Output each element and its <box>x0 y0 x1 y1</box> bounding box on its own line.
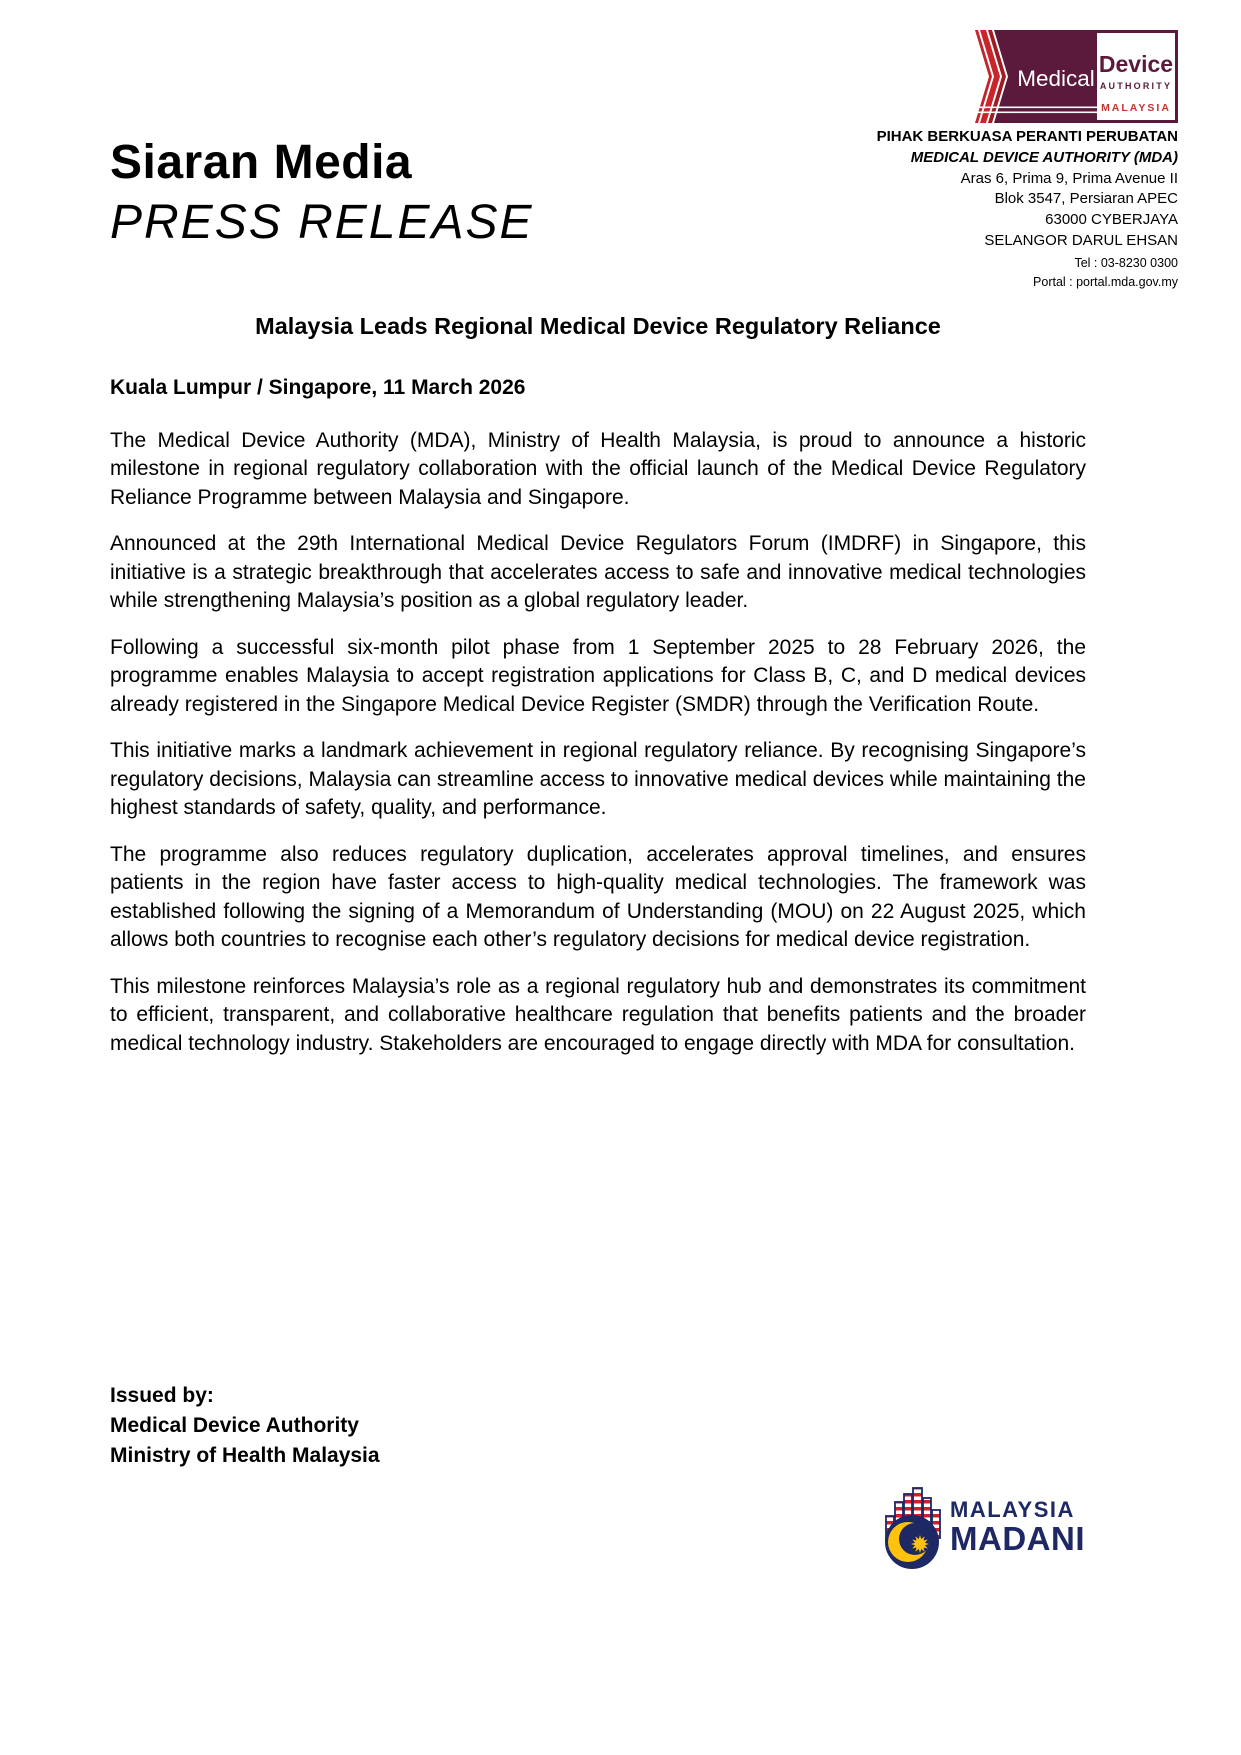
mda-rule-line-bottom <box>975 112 1097 114</box>
letterhead-agency-english: MEDICAL DEVICE AUTHORITY (MDA) <box>910 148 1178 166</box>
mda-word-device: Device <box>1098 51 1174 77</box>
masthead <box>110 133 534 253</box>
letterhead-address-line-3: 63000 CYBERJAYA <box>1045 211 1178 229</box>
letterhead-tel: Tel : 03-8230 0300 <box>1074 255 1178 270</box>
madani-word-malaysia: MALAYSIA <box>950 1497 1075 1522</box>
masthead-title-english: PRESS RELEASE <box>110 196 534 249</box>
paragraph-4: This initiative marks a landmark achievement in regional regulatory reliance. By recognising Singapore’s regulatory decisions, Malaysia can streamline access to innovative medical devices while maintaining the highest standards of safety, quality, and performance. <box>110 739 1086 819</box>
mda-word-authority: AUTHORITY <box>1099 81 1173 91</box>
issued-by-ministry: Ministry of Health Malaysia <box>110 1444 380 1467</box>
issued-by-label: Issued by: <box>110 1384 214 1407</box>
paragraph-5: The programme also reduces regulatory duplication, accelerates approval timelines, and ensures patients in the region have faster access to high-quality medical technologies. The framework was established following the signing of a Memorandum of Understanding (MOU) on 22 August 2025, which allows both countries to recognise each other’s regulatory decisions for medical device registration. <box>110 842 1086 951</box>
issued-by-block <box>110 1381 380 1471</box>
letterhead-address-line-1: Aras 6, Prima 9, Prima Avenue II <box>960 169 1178 187</box>
dateline: Kuala Lumpur / Singapore, 11 March 2026 <box>110 376 526 399</box>
paragraph-1: The Medical Device Authority (MDA), Ministry of Health Malaysia, is proud to announce a historic milestone in regional regulatory collaboration with the official launch of the Medical Device Regulatory Reliance Programme between Malaysia and Singapore. <box>110 428 1086 509</box>
mda-word-malaysia: MALAYSIA <box>1101 102 1171 114</box>
madani-crescent-cutout <box>899 1523 931 1555</box>
letterhead-address-line-4: SELANGOR DARUL EHSAN <box>984 231 1178 249</box>
madani-word-madani: MADANI <box>950 1520 1085 1557</box>
malaysia-madani-logo <box>882 1486 1087 1571</box>
paragraph-6: This milestone reinforces Malaysia’s role as a regional regulatory hub and demonstrates its commitment to efficient, transparent, and collaborative healthcare regulation that benefits patients and the broader medical technology industry. Stakeholders are encouraged to engage directly with MDA for consultation. <box>110 974 1086 1055</box>
document-body <box>110 312 1086 1076</box>
mda-logo <box>975 30 1178 123</box>
headline: Malaysia Leads Regional Medical Device Regulatory Reliance <box>255 313 941 339</box>
letterhead-portal: Portal : portal.mda.gov.my <box>1033 275 1178 290</box>
masthead-title-malay: Siaran Media <box>110 136 413 189</box>
letterhead <box>877 127 1178 293</box>
mda-word-medical: Medical <box>1017 66 1095 91</box>
mda-rule-line-top <box>975 107 1097 109</box>
paragraph-2: Announced at the 29th International Medical Device Regulators Forum (IMDRF) in Singapore, this initiative is a strategic breakthrough that accelerates access to safe and innovative medical technologies while strengthening Malaysia’s position as a global regulatory leader. <box>110 532 1086 612</box>
issued-by-organisation: Medical Device Authority <box>110 1414 359 1437</box>
letterhead-address-line-2: Blok 3547, Persiaran APEC <box>994 190 1178 208</box>
letterhead-agency-malay: PIHAK BERKUASA PERANTI PERUBATAN <box>876 128 1178 145</box>
paragraph-3: Following a successful six-month pilot phase from 1 September 2025 to 28 February 2026, the programme enables Malaysia to accept registration applications for Class B, C, and D medical devices already registered in the Singapore Medical Device Register (SMDR) through the Verification Route. <box>110 635 1086 716</box>
